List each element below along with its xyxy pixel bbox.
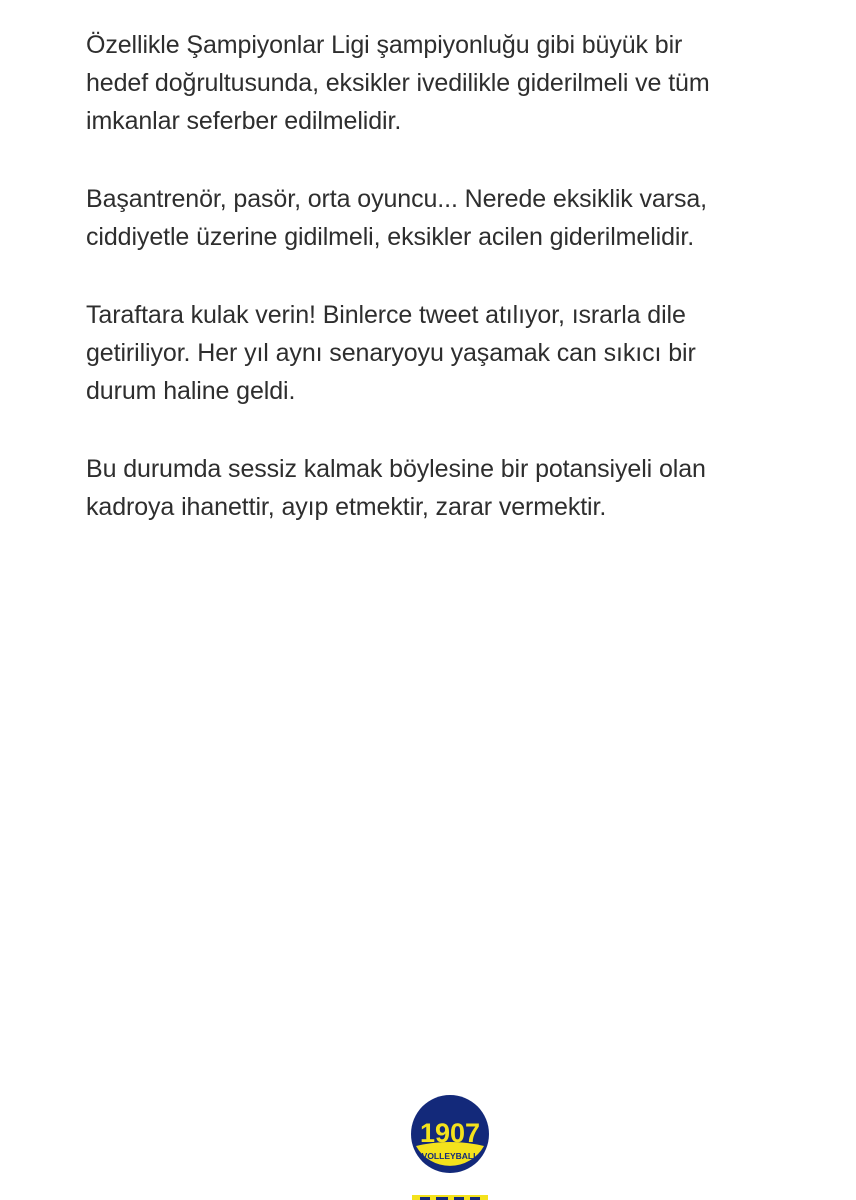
paragraph-4: Bu durumda sessiz kalmak böylesine bir potansiyeli olan kadroya ihanettir, ayıp etmektir, zarar vermektir. [86,455,706,521]
paragraph-3: Taraftara kulak verin! Binlerce tweet atılıyor, ısrarla dile getiriliyor. Her yıl aynı senaryoyu yaşamak can sıkıcı bir durum haline geldi. [86,301,696,405]
volleyball-logo-icon [410,1094,490,1174]
paragraph-2: Başantrenör, pasör, orta oyuncu... Nerede eksiklik varsa, ciddiyetle üzerine gidilmeli, eksikler acilen giderilmelidir. [86,185,708,251]
logo-subtitle-text: VOLLEYBALL [421,1151,479,1161]
article-body [86,26,826,566]
volleyball-logo-partial-icon [410,1193,490,1200]
paragraph-1: Özellikle Şampiyonlar Ligi şampiyonluğu gibi büyük bir hedef doğrultusunda, eksikler ivedilikle giderilmeli ve tüm imkanlar seferber edilmelidir. [86,31,710,135]
volleyball-logo [410,1094,490,1174]
volleyball-logo-partial [410,1190,490,1200]
logo-year-text: 1907 [419,1118,481,1148]
